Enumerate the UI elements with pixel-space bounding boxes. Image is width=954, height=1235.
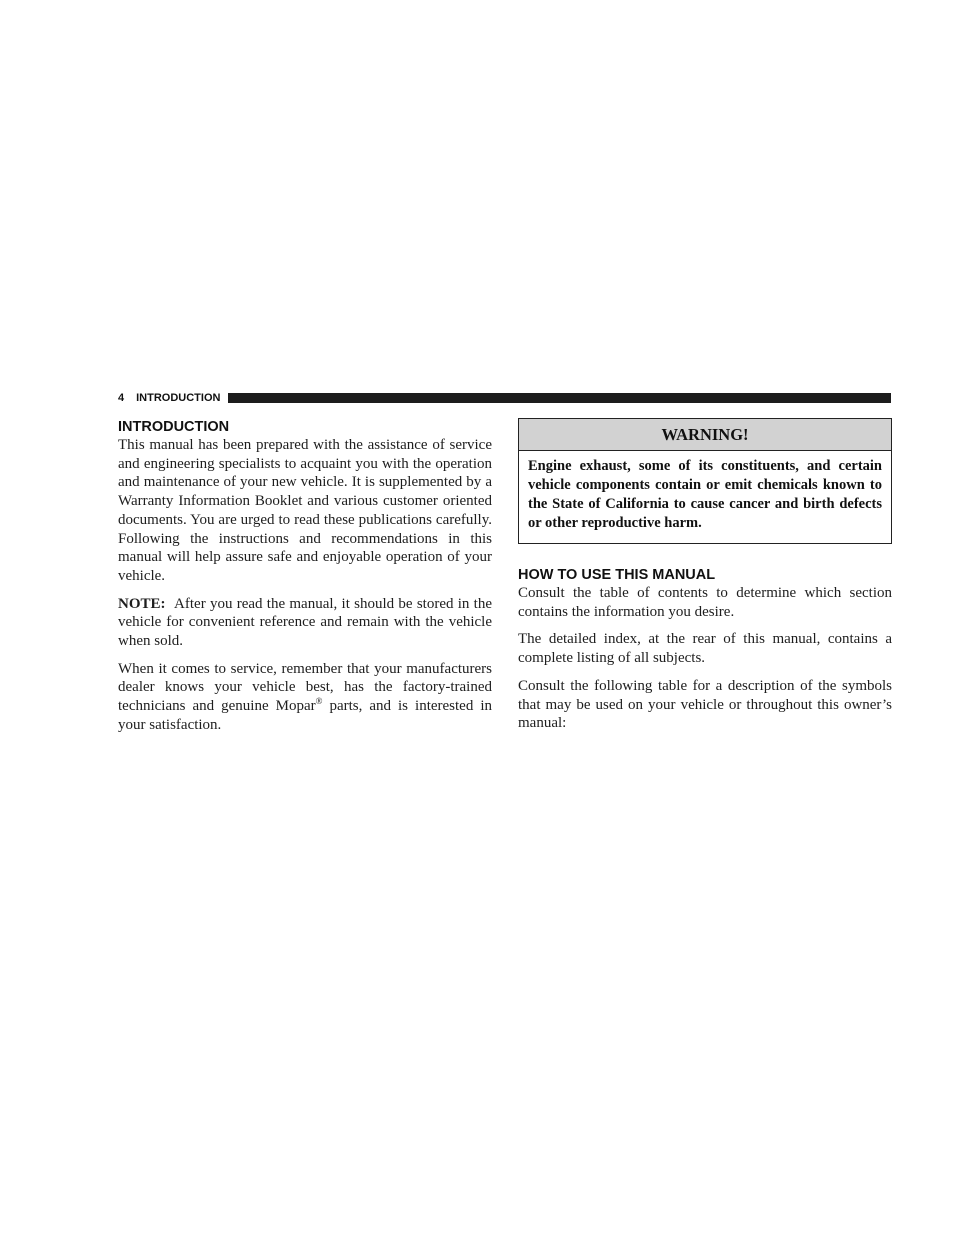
note-label: NOTE: <box>118 595 166 612</box>
header-rule-bar <box>228 393 891 403</box>
table-of-contents-paragraph: Consult the table of contents to determine which section contains the information you desire. <box>518 585 892 620</box>
page-header <box>118 391 891 405</box>
index-paragraph: The detailed index, at the rear of this manual, contains a complete listing of all subjects. <box>518 631 892 667</box>
left-column <box>118 418 492 744</box>
warning-title: WARNING! <box>519 419 891 451</box>
warning-body: Engine exhaust, some of its constituents, and certain vehicle components contain or emit chemicals known to the State of California to cause cancer and birth defects or other reproductive harm. <box>528 458 882 531</box>
note-text: After you read the manual, it should be stored in the vehicle for convenient reference and remain with the vehicle when sold. <box>118 595 492 650</box>
how-to-use-heading: HOW TO USE THIS MANUAL <box>518 567 716 583</box>
introduction-heading: INTRODUCTION <box>118 419 230 435</box>
running-section-title: INTRODUCTION <box>136 392 221 404</box>
page-number: 4 <box>118 392 125 404</box>
introduction-paragraph: This manual has been prepared with the assistance of service and engineering specialists to acquaint you with the operation and maintenance of your new vehicle. It is supplemented by a Warranty Information Booklet and various customer oriented documents. You are urged to read these publications carefully. Following the instructions and recommendations in this manual will help assure safe and enjoyable operation of your vehicle. <box>118 437 492 584</box>
service-text: When it comes to service, remember that your manufacturers dealer knows your vehicle best, has the factory-trained technicians and genuine Mopar <box>118 660 492 715</box>
right-column <box>518 418 892 742</box>
symbols-paragraph: Consult the following table for a description of the symbols that may be used on your vehicle or throughout this owner’s manual: <box>518 677 892 732</box>
warning-box <box>518 418 892 544</box>
service-text-end: parts, and is interested in your satisfaction. <box>118 698 492 733</box>
note-paragraph <box>118 595 492 651</box>
service-paragraph <box>118 660 492 735</box>
registered-mark: ® <box>315 696 323 707</box>
